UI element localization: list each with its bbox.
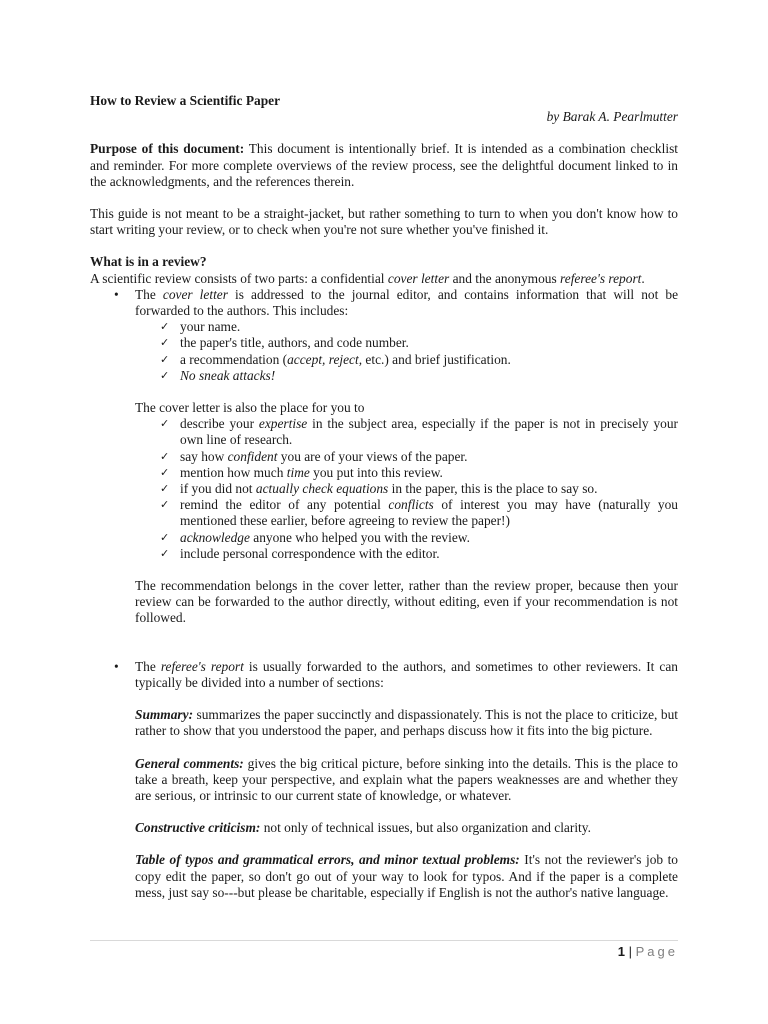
footer-divider: [90, 940, 678, 941]
purpose-label: Purpose of this document:: [90, 141, 245, 157]
cover-place-intro: The cover letter is also the place for you to: [135, 400, 365, 416]
referee-report-description: The referee's report is usually forwarded to the authors, and sometimes to other reviewers. It can typically be divided into a number of sections:: [135, 658, 678, 690]
list-item: ✓ the paper's title, authors, and code number.: [160, 335, 409, 351]
list-item: ✓ a recommendation (accept, reject, etc.) and brief justification.: [160, 351, 511, 367]
purpose-paragraph: [90, 141, 678, 190]
guide-paragraph: This guide is not meant to be a straight-jacket, but rather something to turn to when you don't know how to start writing your review, or to check when you're not sure whether you've finished it.: [90, 206, 678, 238]
checkmark-icon: ✓: [160, 482, 170, 496]
constructive-criticism-label: Constructive criticism:: [135, 820, 261, 836]
list-item-cover-letter: [90, 287, 678, 659]
document-body: [90, 93, 678, 901]
author-byline: by Barak A. Pearlmutter: [546, 109, 678, 125]
checkmark-icon: ✓: [160, 530, 170, 544]
cover-place-list: [135, 416, 678, 562]
list-item: ✓ No sneak attacks!: [160, 367, 276, 383]
checkmark-icon: ✓: [160, 449, 170, 463]
cover-letter-term: cover letter: [387, 270, 450, 286]
list-item: ✓ say how confident you are of your views of the paper.: [160, 448, 468, 464]
cover-includes-list: [135, 319, 678, 384]
summary-label: Summary:: [135, 707, 194, 723]
general-comments-paragraph: General comments: gives the big critical picture, before sinking into the details. This is the place to take a breath, keep your perspective, and explain what the papers weaknesses are and whether they are serious, or intrinsic to our current state of knowledge, or whatever.: [135, 755, 678, 803]
bullet-icon: •: [114, 658, 119, 674]
page-footer: [90, 944, 678, 960]
typos-label: Table of typos and grammatical errors, and minor textual problems:: [135, 852, 520, 868]
page-number: 1: [617, 944, 626, 959]
list-item: ✓ acknowledge anyone who helped you with the review.: [160, 529, 470, 545]
checkmark-icon: ✓: [160, 546, 170, 560]
list-item: ✓ mention how much time you put into this review.: [160, 464, 443, 480]
list-item-referee-report: [90, 659, 678, 901]
checkmark-icon: ✓: [160, 498, 170, 512]
checkmark-icon: ✓: [160, 320, 170, 334]
review-parts-list: [90, 287, 678, 901]
bullet-icon: •: [114, 286, 119, 302]
typos-paragraph: Table of typos and grammatical errors, and minor textual problems: It's not the reviewer's job to copy edit the paper, so don't go out of your way to look for typos. And if the paper is a complete mess, just say so---but please be charitable, especially if English is not the author's native language.: [135, 852, 678, 900]
list-item: ✓ if you did not actually check equations in the paper, this is the place to say so.: [160, 481, 598, 497]
page-label: Page: [635, 944, 678, 959]
review-intro: A scientific review consists of two parts: a confidential cover letter and the anonymous referee's report.: [90, 270, 645, 286]
recommendation-paragraph: The recommendation belongs in the cover letter, rather than the review proper, because then your review can be forwarded to the author directly, without editing, even if your recommendation is not followed.: [135, 578, 678, 626]
checkmark-icon: ✓: [160, 417, 170, 431]
checkmark-icon: ✓: [160, 336, 170, 350]
purpose-text: This document is intentionally brief. It is intended as a combination checklist and reminder. For more complete overviews of the review process, see the delightful document linked to in the acknowledgments, and the references therein.: [90, 141, 678, 189]
summary-paragraph: Summary: summarizes the paper succinctly and dispassionately. This is not the place to criticize, but rather to show that you understood the paper, and perhaps discuss how it fits into the big picture.: [135, 707, 678, 739]
general-comments-label: General comments:: [135, 755, 244, 771]
list-item: ✓ your name.: [160, 319, 241, 335]
document-title: How to Review a Scientific Paper: [90, 93, 281, 108]
section-heading-review: What is in a review?: [90, 254, 207, 270]
footer-separator: |: [625, 944, 636, 959]
referee-report-term: referee's report: [560, 270, 642, 286]
list-item: ✓ include personal correspondence with the editor.: [160, 545, 440, 561]
cover-letter-description: The cover letter is addressed to the journal editor, and contains information that will not be forwarded to the authors. This includes:: [135, 286, 679, 319]
list-item: ✓ describe your expertise in the subject area, especially if the paper is not in precisely your own line of research.: [160, 416, 678, 448]
list-item: ✓ remind the editor of any potential conflicts of interest you may have (naturally you mentioned these earlier, before agreeing to review the paper!): [160, 497, 678, 529]
checkmark-icon: ✓: [160, 368, 170, 382]
constructive-criticism-paragraph: Constructive criticism: not only of technical issues, but also organization and clarity.: [135, 820, 591, 836]
checkmark-icon: ✓: [160, 352, 170, 366]
checkmark-icon: ✓: [160, 465, 170, 479]
